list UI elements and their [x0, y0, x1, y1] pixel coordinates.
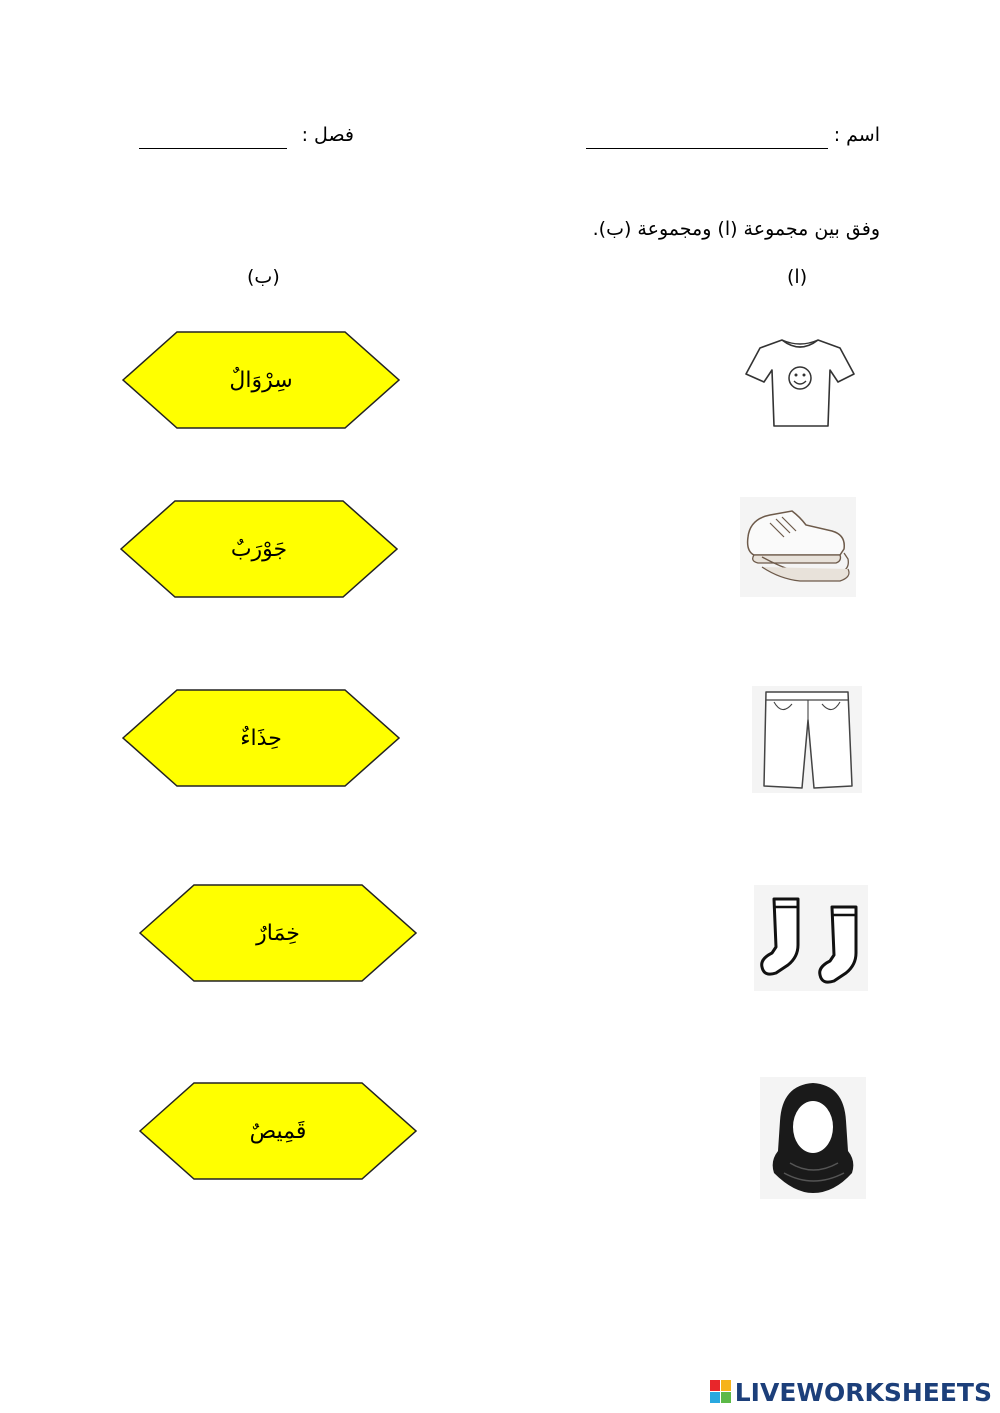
trousers-icon[interactable] [752, 686, 862, 793]
name-field[interactable] [586, 148, 828, 149]
class-label: فصل : [301, 124, 354, 146]
column-b-label: (ب) [247, 266, 280, 288]
word-card[interactable] [139, 884, 417, 982]
class-field[interactable] [139, 148, 287, 149]
logo-text: LIVEWORKSHEETS [734, 1377, 992, 1407]
word-card[interactable] [120, 500, 398, 598]
socks-icon[interactable] [754, 885, 868, 991]
column-a-label: (ا) [787, 266, 808, 288]
logo-blocks-icon [710, 1380, 732, 1404]
sneakers-icon[interactable] [740, 497, 856, 597]
instruction-text: وفق بين مجموعة (ا) ومجموعة (ب). [592, 218, 880, 240]
word-text: خِمَارٌ [256, 920, 300, 946]
t-shirt-icon[interactable] [742, 334, 858, 430]
word-card[interactable] [139, 1082, 417, 1180]
word-text: سِرْوَالٌ [229, 367, 293, 393]
word-card[interactable] [122, 331, 400, 429]
word-text: جَوْرَبٌ [230, 536, 288, 562]
liveworksheets-logo [710, 1377, 992, 1407]
hijab-icon[interactable] [760, 1077, 866, 1199]
name-label: اسم : [833, 124, 880, 146]
word-card[interactable] [122, 689, 400, 787]
word-text: حِذَاءٌ [240, 725, 282, 751]
word-text: قَمِيصٌ [249, 1118, 307, 1144]
